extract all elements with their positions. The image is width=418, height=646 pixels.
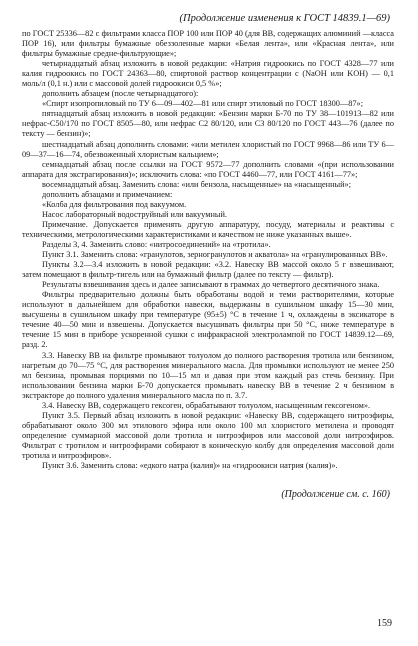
page-header: (Продолжение изменения к ГОСТ 14839.1—69): [179, 13, 390, 24]
page-number: 159: [377, 618, 392, 629]
paragraph-p02: четырнадцатый абзац изложить в новой редакции: «Натрия гидроокись по ГОСТ 4328—77 или калия гидроокись по ГОСТ 24363—80, спиртовой раствор концентрации с (NaOH или KOH) — 0,1 моль/л (0,1 н.) или с массовой долей гидроокиси 0,5 %»;: [22, 59, 394, 89]
document-body: [22, 29, 394, 471]
paragraph-p20: Пункт 3.5. Первый абзац изложить в новой редакции: «Навеску ВВ, содержащего нитроэфиры, обрабатывают около 300 мл этилового эфира или около 100 мл хлористого метилена и проводят определение суммарной массовой доли тротила и нитроэфиров или массовой доли нитроэфиров. Фильтрат с тротилом и нитроэфирами собирают в коническую колбу для определения массовой доли тротила и нитроэфиров».: [22, 410, 394, 460]
paragraph-p09: дополнить абзацами и примечанием:: [42, 189, 173, 199]
paragraph-p07: семнадцатый абзац после ссылки на ГОСТ 9572—77 дополнить словами «(при использовании аппарата для экстрагирования)»; исключить слова: «по ГОСТ 4460—77, или ГОСТ 4161—77»;: [22, 159, 394, 179]
continuation-note: (Продолжение см. с. 160): [281, 489, 390, 501]
paragraph-p06: шестнадцатый абзац дополнить словами: «или метилен хлористый по ГОСТ 9968—86 или ТУ 6—09—37—16—74, обезвоженный хлористым кальцием»;: [22, 139, 394, 159]
paragraph-p18: 3.3. Навеску ВВ на фильтре промывают толуолом до полного растворения тротила или бензином, нагретым до 70—75 °С, для растворения минерального масла. Для промывки используют не менее 250 мл бензина, промывая порциями по 10—15 мл и давая при этом каждый раз стечь бензину. При использовании бензина марки Б-70 допускается промывать навеску ВВ в течение 2 ч бензином в экстракторе до полного удаления минерального масла по п. 3.7.: [22, 350, 394, 400]
paragraph-p11: Насос лабораторный водоструйный или вакуумный.: [42, 209, 227, 219]
paragraph-p21: Пункт 3.6. Заменить слова: «едкого натра (калия)» на «гидроокиси натрия (калия)».: [42, 461, 338, 471]
paragraph-p15: Пункты 3.2—3.4 изложить в новой редакции: «3.2. Навеску ВВ массой около 5 г взвешивают, затем помещают в фильтр-тигель или на бумажный фильтр (далее по тексту — фильтр).: [22, 260, 394, 280]
paragraph-p14: Пункт 3.1. Заменить слова: «гранулотов, зерногранулотов и акватола» на «гранулированных ВВ».: [42, 250, 388, 260]
paragraph-p16: Результаты взвешивания здесь и далее записывают в граммах до четвертого десятичного знака.: [42, 280, 380, 290]
paragraph-p13: Разделы 3, 4. Заменить слово: «нитросоединений» на «тротила».: [42, 239, 271, 249]
paragraph-p03: дополнить абзацем (после четырнадцатого):: [42, 89, 199, 99]
paragraph-p08: восемнадцатый абзац. Заменить слова: «или бензола, насыщенные» на «насыщенный»;: [42, 179, 352, 189]
paragraph-p05: пятнадцатый абзац изложить в новой редакции: «Бензин марки Б-70 по ТУ 38—101913—82 или нефрас-С50/170 по ГОСТ 8505—80, или нефрас С2 80/120, или С3 80/120 по ГОСТ 443—76 (далее по тексту — бензин)»;: [22, 109, 394, 139]
paragraph-p17: Фильтры предварительно должны быть обработаны водой и теми растворителями, которые используют в дальнейшем для обработки навески, выдержаны в сушильном шкафу 15—30 мин, высушены в сушильном шкафу при температуре (95±5) °С в течение 1 ч, охлаждены в эксикаторе в течение 40—50 мин и взвешены. Допускается высушивать фильтры при 50 °С, ниже температуре в течение 15 мин в приборе ускоренной сушки с инфракрасной электролампой по ГОСТ 14839.12—69, разд. 2.: [22, 290, 394, 350]
paragraph-p19: 3.4. Навеску ВВ, содержащего гексоген, обрабатывают толуолом, насыщенным гексогеном».: [42, 400, 371, 410]
paragraph-p10: «Колба для фильтрования под вакуумом.: [42, 199, 187, 209]
paragraph-p12: Примечание. Допускается применять другую аппаратуру, посуду, материалы и реактивы с техническими, метрологическими характеристиками и качеством не ниже указанных выше».: [22, 219, 394, 239]
paragraph-p01: по ГОСТ 25336—82 с фильтрами класса ПОР 100 или ПОР 40 (для ВВ, содержащих алюминий —класса ПОР 16), или фильтры бумажные обеззоленные марки «Белая лента», или «Красная лента», или фильтры бумажные средне-фильтрующие»;: [22, 29, 394, 59]
paragraph-p04: «Спирт изопропиловый по ТУ 6—09—402—81 или спирт этиловый по ГОСТ 18300—87»;: [42, 99, 363, 109]
